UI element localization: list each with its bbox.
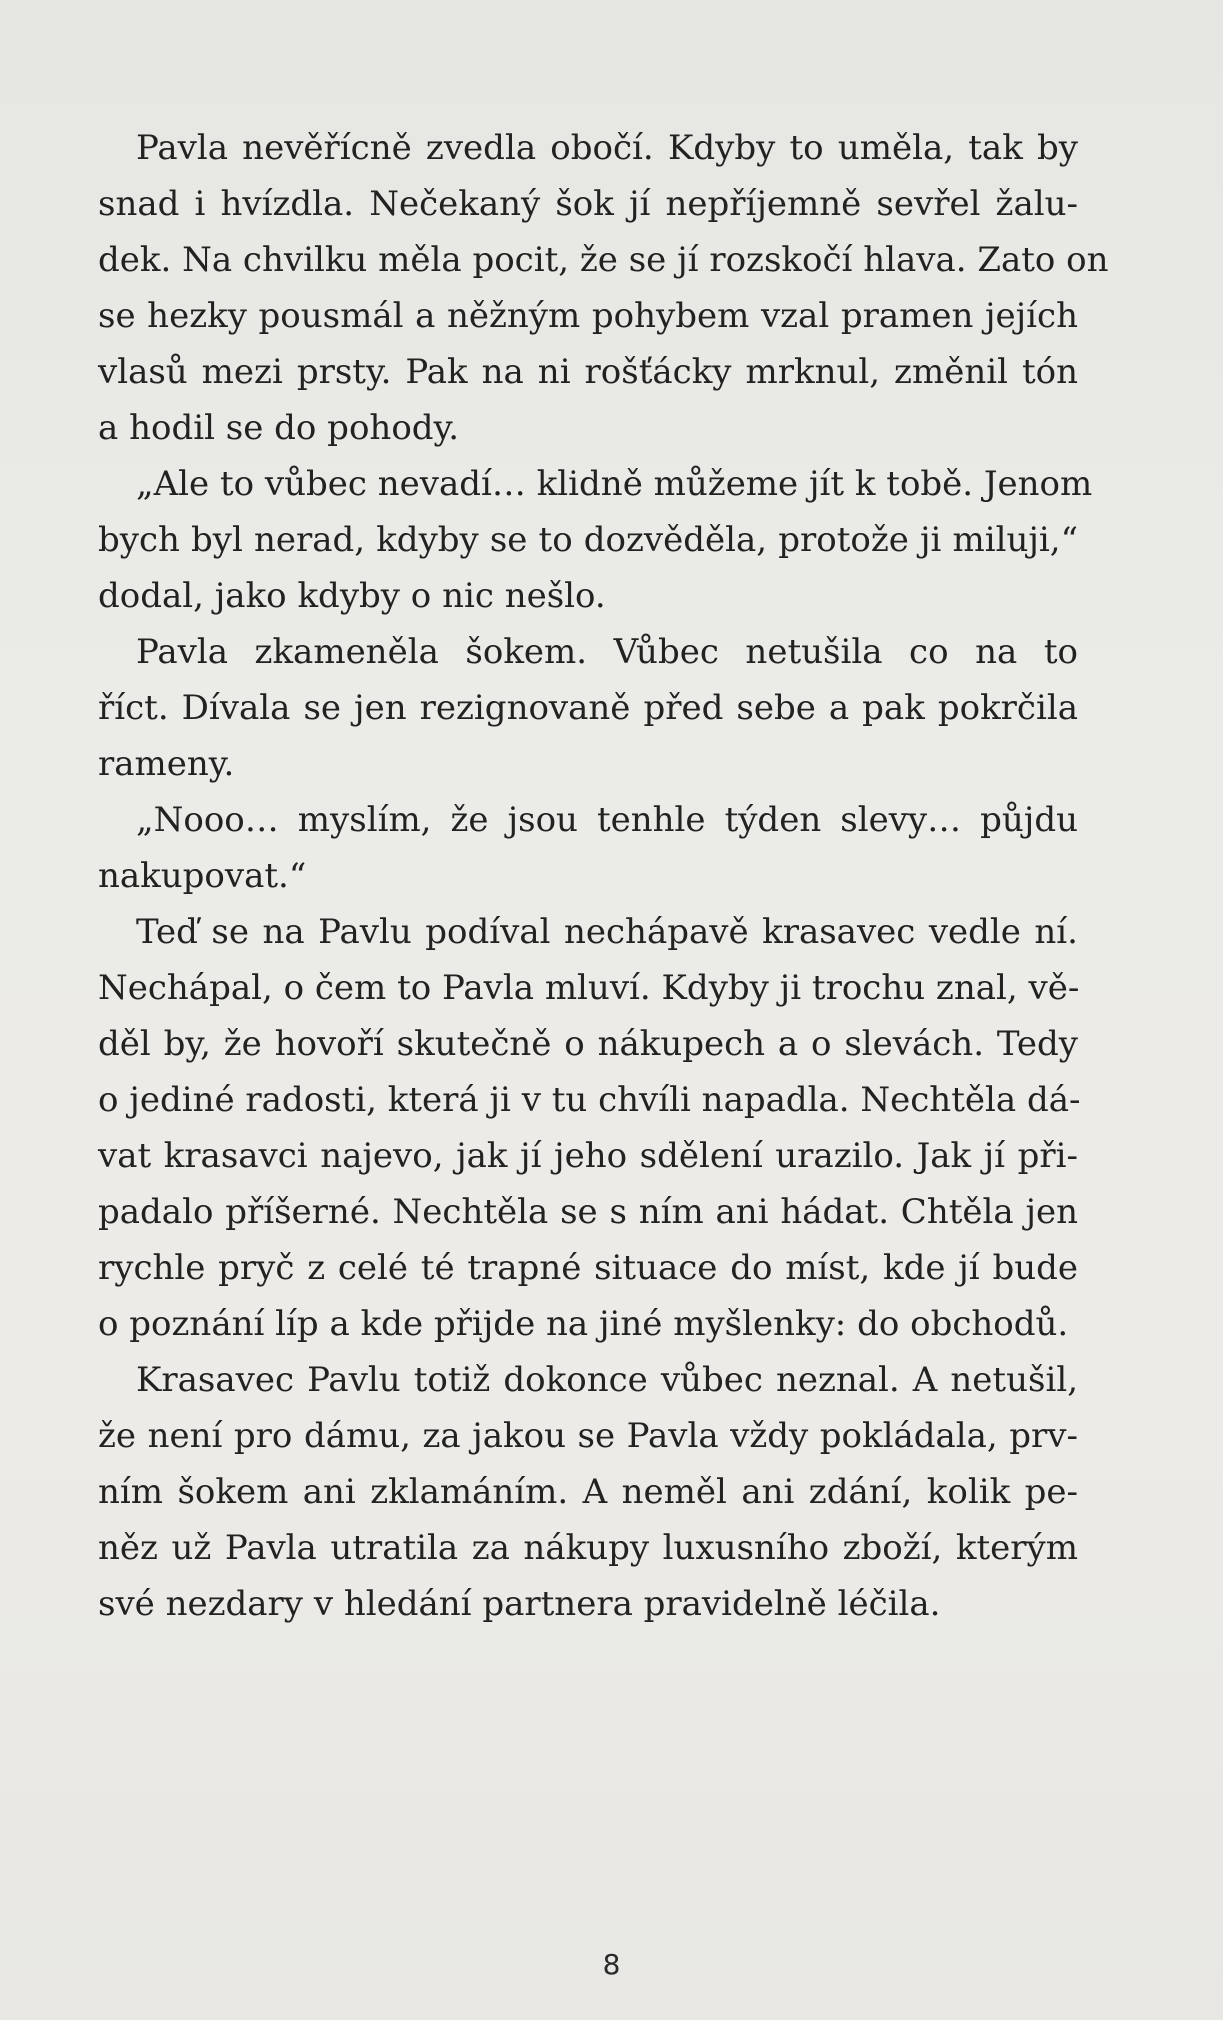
- text-line: říct. Dívala se jen rezignovaně před sebe a pak pokrčila: [98, 688, 1078, 728]
- text-line: Nechápal, o čem to Pavla mluví. Kdyby ji trochu znal, vě-: [98, 968, 1080, 1008]
- text-line: něz už Pavla utratila za nákupy luxusního zboží, kterým: [98, 1528, 1078, 1568]
- text-line: ním šokem ani zklamáním. A neměl ani zdání, kolik pe-: [98, 1472, 1078, 1512]
- text-line: a hodil se do pohody.: [98, 408, 460, 448]
- text-line: dek. Na chvilku měla pocit, že se jí rozskočí hlava. Zato on: [98, 240, 1109, 280]
- text-line: Pavla nevěřícně zvedla obočí. Kdyby to uměla, tak by: [136, 128, 1078, 168]
- text-line: se hezky pousmál a něžným pohybem vzal pramen jejích: [98, 296, 1078, 336]
- text-line: snad i hvízdla. Nečekaný šok jí nepříjemně sevřel žalu-: [98, 184, 1078, 224]
- text-line: o jediné radosti, která ji v tu chvíli napadla. Nechtěla dá-: [98, 1080, 1081, 1120]
- text-line: své nezdary v hledání partnera pravidelně léčila.: [98, 1584, 941, 1624]
- text-line: „Ale to vůbec nevadí… klidně můžeme jít k tobě. Jenom: [136, 464, 1093, 504]
- text-line: rychle pryč z celé té trapné situace do míst, kde jí bude: [98, 1248, 1078, 1288]
- text-line: Teď se na Pavlu podíval nechápavě krasavec vedle ní.: [136, 912, 1078, 952]
- text-line: že není pro dámu, za jakou se Pavla vždy pokládala, prv-: [98, 1416, 1078, 1456]
- text-line: nakupovat.“: [98, 856, 307, 896]
- text-line: Pavla zkameněla šokem. Vůbec netušila co na to: [136, 632, 1078, 672]
- text-line: děl by, že hovoří skutečně o nákupech a o slevách. Tedy: [98, 1024, 1078, 1064]
- text-line: rameny.: [98, 744, 235, 784]
- text-line: bych byl nerad, kdyby se to dozvěděla, protože ji miluji,“: [98, 520, 1078, 560]
- text-line: vlasů mezi prsty. Pak na ni rošťácky mrknul, změnil tón: [98, 352, 1078, 392]
- text-line: vat krasavci najevo, jak jí jeho sdělení urazilo. Jak jí při-: [98, 1136, 1078, 1176]
- text-line: „Nooo… myslím, že jsou tenhle týden slevy… půjdu: [136, 800, 1078, 840]
- text-line: padalo příšerné. Nechtěla se s ním ani hádat. Chtěla jen: [98, 1192, 1078, 1232]
- text-line: dodal, jako kdyby o nic nešlo.: [98, 576, 606, 616]
- text-line: Krasavec Pavlu totiž dokonce vůbec neznal. A netušil,: [136, 1360, 1078, 1400]
- text-line: o poznání líp a kde přijde na jiné myšlenky: do obchodů.: [98, 1304, 1069, 1344]
- page-number: 8: [602, 1948, 621, 1981]
